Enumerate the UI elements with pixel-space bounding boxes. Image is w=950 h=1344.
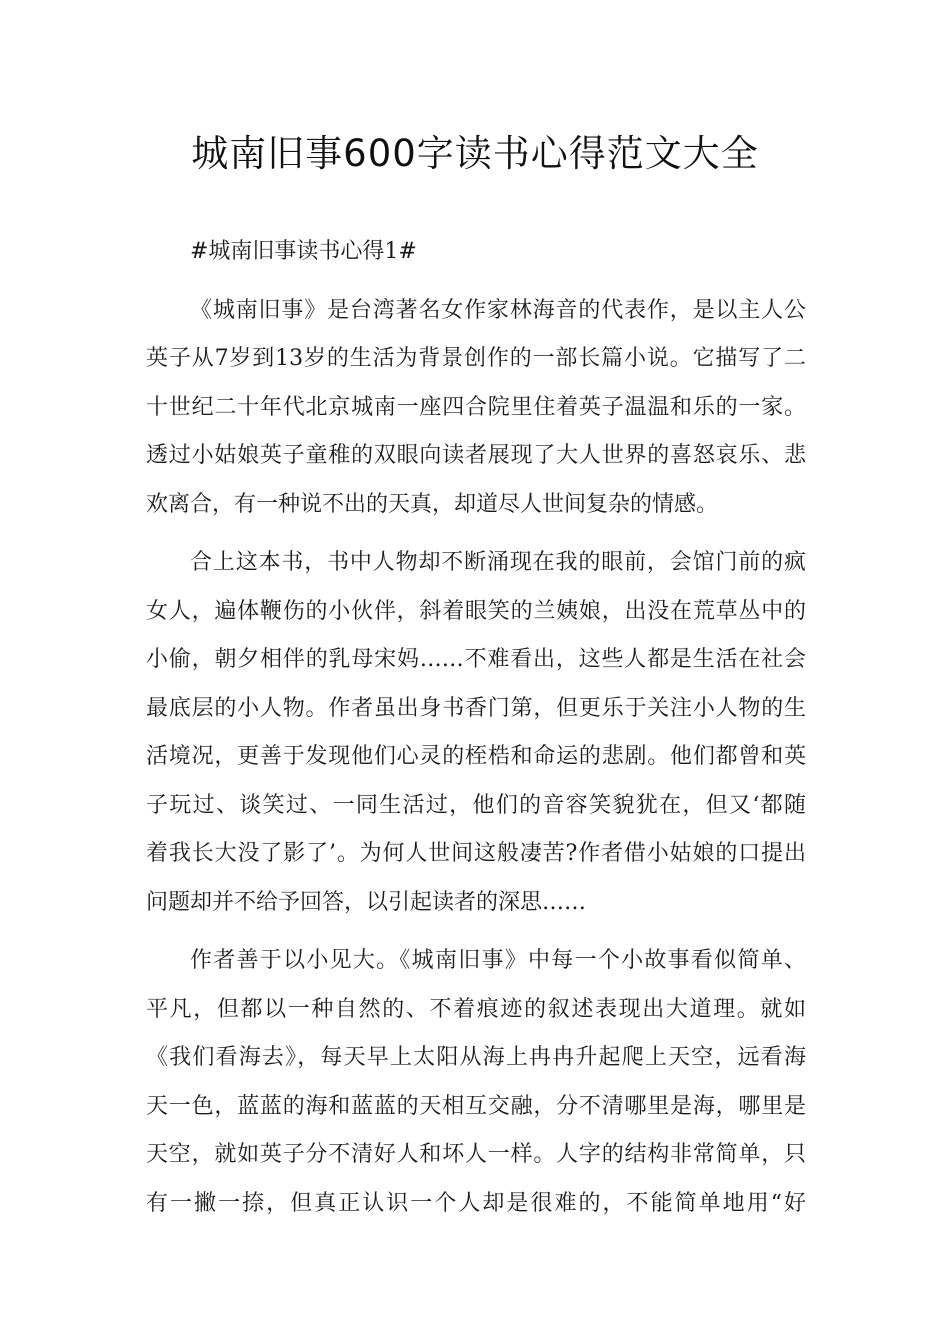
paragraph-line: 十世纪二十年代北京城南一座四合院里住着英子温温和乐的一家。 [146, 394, 806, 420]
paragraph-line: 透过小姑娘英子童稚的双眼向读者展现了大人世界的喜怒哀乐、悲 [146, 443, 806, 468]
paragraph-3 [146, 937, 806, 1228]
section-heading: #城南旧事读书心得1# [190, 239, 417, 264]
paragraph-line: 天空，就如英子分不清好人和坏人一样。人字的结构非常简单，只 [146, 1142, 806, 1167]
paragraph-line: 合上这本书，书中人物却不断涌现在我的眼前，会馆门前的疯 [190, 550, 806, 575]
paragraph-line: 英子从7岁到13岁的生活为背景创作的一部长篇小说。它描写了二 [146, 346, 806, 371]
paragraph-line: 天一色，蓝蓝的海和蓝蓝的天相互交融，分不清哪里是海，哪里是 [146, 1093, 806, 1119]
paragraph-line: 《城南旧事》是台湾著名女作家林海音的代表作，是以主人公 [190, 297, 806, 323]
paragraph-line: 最底层的小人物。作者虽出身书香门第，但更乐于关注小人物的生 [146, 695, 806, 721]
document-title: 城南旧事600字读书心得范文大全 [191, 132, 759, 175]
paragraph-line: 有一撇一捺，但真正认识一个人却是很难的，不能简单地用“好 [146, 1190, 806, 1216]
paragraph-line: 问题却并不给予回答，以引起读者的深思…… [146, 889, 587, 915]
paragraph-gap [146, 277, 806, 287]
paragraph-line: 着我长大没了影了’。为何人世间这般凄苦?作者借小姑娘的口提出 [146, 841, 806, 866]
paragraph-line: 子玩过、谈笑过、一同生活过，他们的音容笑貌犹在，但又‘都随 [146, 792, 806, 818]
paragraph-line: 女人，遍体鞭伤的小伙伴，斜着眼笑的兰姨娘，出没在荒草丛中的 [146, 598, 806, 624]
paragraph-line: 《我们看海去》，每天早上太阳从海上冉冉升起爬上天空，远看海 [146, 1045, 806, 1070]
paragraph-line: 活境况，更善于发现他们心灵的桎梏和命运的悲剧。他们都曾和英 [146, 744, 806, 769]
paragraph-line: 小偷，朝夕相伴的乳母宋妈……不难看出，这些人都是生活在社会 [146, 647, 806, 672]
paragraph-line: 平凡，但都以一种自然的、不着痕迹的叙述表现出大道理。就如 [146, 996, 806, 1022]
paragraph-gap [146, 927, 806, 937]
paragraph-gap [146, 529, 806, 539]
paragraph-line: 欢离合，有一种说不出的天真，却道尽人世间复杂的情感。 [146, 491, 719, 517]
paragraph-2 [146, 539, 806, 927]
document-body [146, 228, 806, 1228]
paragraph-1 [146, 287, 806, 530]
paragraph-line: 作者善于以小见大。《城南旧事》中每一个小故事看似简单、 [190, 948, 806, 973]
